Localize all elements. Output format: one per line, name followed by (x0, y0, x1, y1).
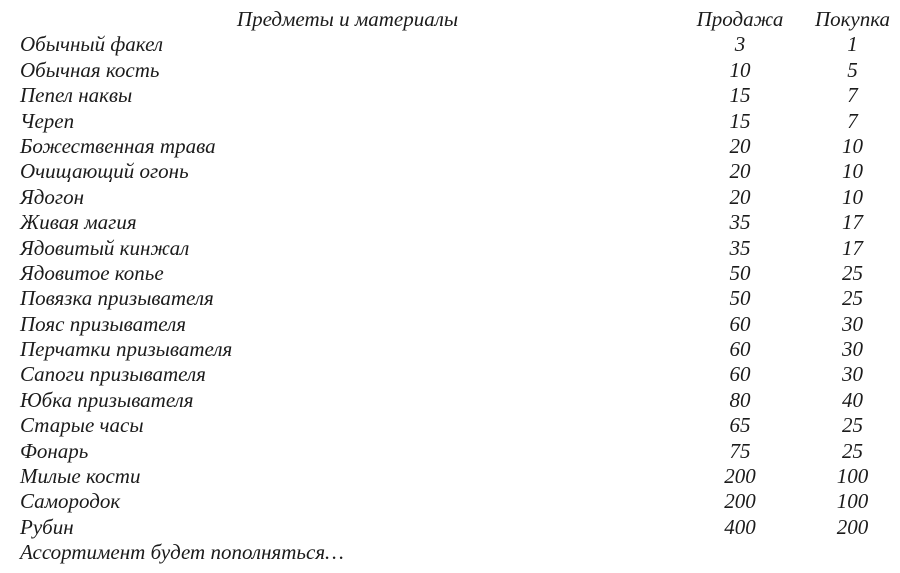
buy-price-value: 1 (847, 32, 858, 57)
item-name: Божественная трава (20, 133, 216, 158)
item-name: Живая магия (20, 210, 137, 235)
table-row (0, 286, 900, 311)
buy-price-value: 40 (842, 387, 863, 412)
sell-price-value: 60 (729, 337, 751, 362)
table-row (0, 236, 900, 261)
table-row (0, 439, 900, 464)
table-header-row (0, 7, 900, 32)
item-name: Очищающий огонь (20, 159, 189, 184)
item-name: Пепел наквы (20, 83, 133, 108)
buy-price-value: 25 (842, 286, 863, 311)
item-name: Рубин (20, 514, 74, 539)
buy-price-value: 25 (842, 413, 863, 438)
sell-price-value: 50 (729, 286, 751, 311)
item-name: Милые кости (20, 464, 141, 489)
column-header-buy-price: Покупка (814, 7, 891, 31)
table-row (0, 32, 900, 57)
table-row (0, 159, 900, 184)
buy-price-value: 200 (836, 514, 869, 539)
buy-price-value: 25 (842, 438, 863, 463)
buy-price-value: 10 (842, 159, 863, 184)
item-name: Обычный факел (20, 32, 164, 57)
table-row (0, 489, 900, 514)
buy-price-value: 10 (842, 184, 863, 209)
item-name: Сапоги призывателя (20, 362, 206, 387)
item-name: Ядогон (20, 184, 85, 209)
buy-price-value: 30 (842, 362, 863, 387)
sell-price-value: 15 (729, 108, 751, 133)
item-name: Череп (20, 108, 75, 133)
buy-price-value: 100 (836, 489, 869, 514)
table-row (0, 312, 900, 337)
table-row (0, 362, 900, 387)
sell-price-value: 20 (729, 184, 751, 209)
sell-price-value: 65 (729, 413, 751, 438)
table-row (0, 185, 900, 210)
item-name: Повязка призывателя (20, 286, 214, 311)
sell-price-value: 75 (729, 438, 751, 463)
table-row (0, 515, 900, 540)
sell-price-value: 35 (729, 235, 751, 260)
table-row (0, 337, 900, 362)
table-row (0, 210, 900, 235)
table-row (0, 413, 900, 438)
table-body (0, 32, 900, 540)
buy-price-value: 5 (847, 57, 858, 82)
item-name: Ядовитый кинжал (20, 235, 190, 260)
sell-price-value: 20 (729, 159, 751, 184)
sell-price-value: 15 (729, 83, 751, 108)
sell-price-value: 60 (729, 362, 751, 387)
table-row (0, 261, 900, 286)
column-header-sell-price: Продажа (696, 7, 784, 31)
sell-price-value: 60 (729, 311, 751, 336)
item-name: Пояс призывателя (20, 311, 186, 336)
item-name: Перчатки призывателя (20, 337, 233, 362)
item-name: Самородок (20, 489, 121, 514)
sell-price-value: 200 (724, 489, 756, 514)
table-row (0, 388, 900, 413)
sell-price-value: 400 (724, 514, 756, 539)
sell-price-value: 20 (729, 133, 751, 158)
sell-price-value: 3 (734, 32, 746, 57)
table-row (0, 83, 900, 108)
sell-price-value: 50 (729, 260, 751, 285)
item-name: Обычная кость (20, 57, 160, 82)
buy-price-value: 10 (842, 133, 863, 158)
sell-price-value: 200 (724, 464, 756, 489)
item-name: Юбка призывателя (20, 387, 194, 412)
buy-price-value: 100 (836, 464, 869, 489)
sell-price-value: 35 (729, 210, 751, 235)
table-row (0, 109, 900, 134)
item-name: Ядовитое копье (20, 260, 164, 285)
buy-price-value: 30 (842, 311, 863, 336)
table-row (0, 58, 900, 83)
buy-price-value: 25 (842, 260, 863, 285)
buy-price-value: 7 (847, 108, 858, 133)
buy-price-value: 7 (847, 83, 858, 108)
sell-price-value: 10 (729, 57, 751, 82)
table-row (0, 464, 900, 489)
buy-price-value: 30 (842, 337, 863, 362)
buy-price-value: 17 (842, 210, 863, 235)
item-name: Старые часы (20, 413, 144, 438)
sell-price-value: 80 (729, 387, 751, 412)
footer-note: Ассортимент будет пополняться… (20, 540, 344, 565)
column-header-items: Предметы и материалы (236, 7, 459, 31)
buy-price-value: 17 (842, 235, 863, 260)
table-row (0, 134, 900, 159)
item-name: Фонарь (20, 438, 89, 463)
